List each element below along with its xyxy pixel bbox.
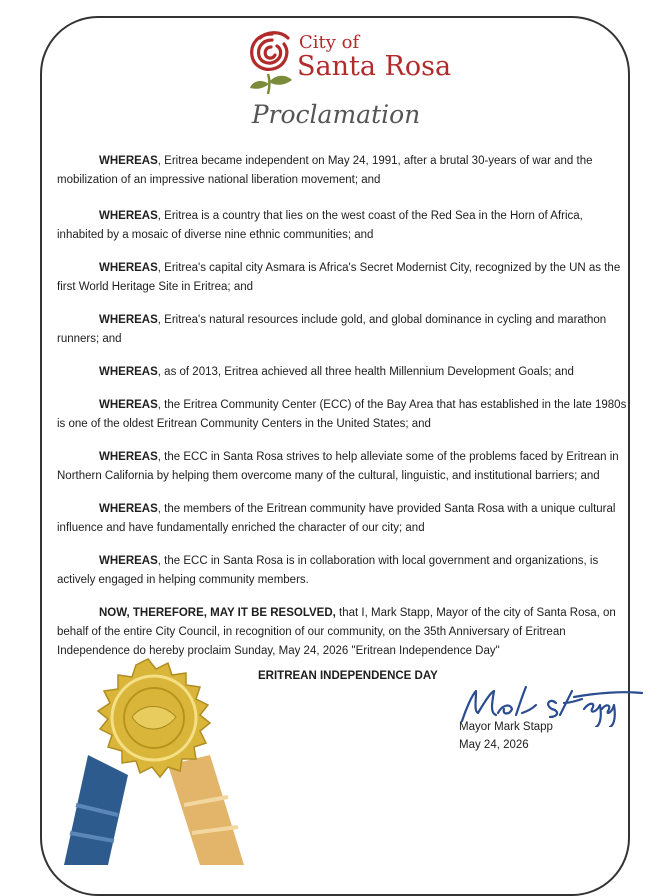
city-logo: [246, 30, 452, 100]
city-name-label: Santa Rosa: [297, 51, 452, 82]
clause-1: WHEREAS, Eritrea became independent on May 24, 1991, after a brutal 30-years of war and the mobilization of an impressive national liberation movement; and: [57, 155, 593, 186]
gold-seal: [60, 655, 260, 865]
clause-2: WHEREAS, Eritrea is a country that lies on the west coast of the Red Sea in the Horn of Africa, inhabited by a mosaic of diverse nine ethnic communities; and: [57, 210, 583, 241]
page-title: Proclamation: [251, 100, 421, 129]
clause-5: WHEREAS, as of 2013, Eritrea achieved all three health Millennium Development Goals; and: [99, 366, 574, 378]
seal-medallion: [98, 659, 210, 777]
clause-4: WHEREAS, Eritrea's natural resources include gold, and global dominance in cycling and marathon runners; and: [57, 314, 607, 345]
proclamation-heading: ERITREAN INDEPENDENCE DAY: [258, 670, 438, 682]
resolution-clause: NOW, THEREFORE, MAY IT BE RESOLVED, that I, Mark Stapp, Mayor of the city of Santa Rosa, on behalf of the entire City Council, in recognition of our community, on the 35th Anniversary of Eritrean Independence do hereby proclaim Sunday, May 24, 2026 "Eritrean Independence Day": [57, 607, 616, 657]
rose-icon: [246, 30, 298, 100]
clause-3: WHEREAS, Eritrea's capital city Asmara is Africa's Secret Modernist City, recognized by the UN as the first World Heritage Site in Eritrea; and: [57, 262, 621, 293]
city-of-label: City of: [299, 32, 360, 53]
clause-7: WHEREAS, the ECC in Santa Rosa strives to help alleviate some of the problems faced by Eritrean in Northern California by helping them overcome many of the cultural, linguistic, and institutional barriers; and: [57, 451, 619, 482]
signature-date: May 24, 2026: [459, 739, 529, 751]
signatory-name: Mayor Mark Stapp: [459, 721, 553, 733]
clause-6: WHEREAS, the Eritrea Community Center (ECC) of the Bay Area that has established in the late 1980s is one of the oldest Eritrean Community Centers in the United States; and: [57, 399, 627, 430]
clause-8: WHEREAS, the members of the Eritrean community have provided Santa Rosa with a unique cultural influence and have fundamentally enriched the character of our city; and: [57, 503, 616, 534]
clause-9: WHEREAS, the ECC in Santa Rosa is in collaboration with local government and organizations, is actively engaged in helping community members.: [57, 555, 599, 586]
